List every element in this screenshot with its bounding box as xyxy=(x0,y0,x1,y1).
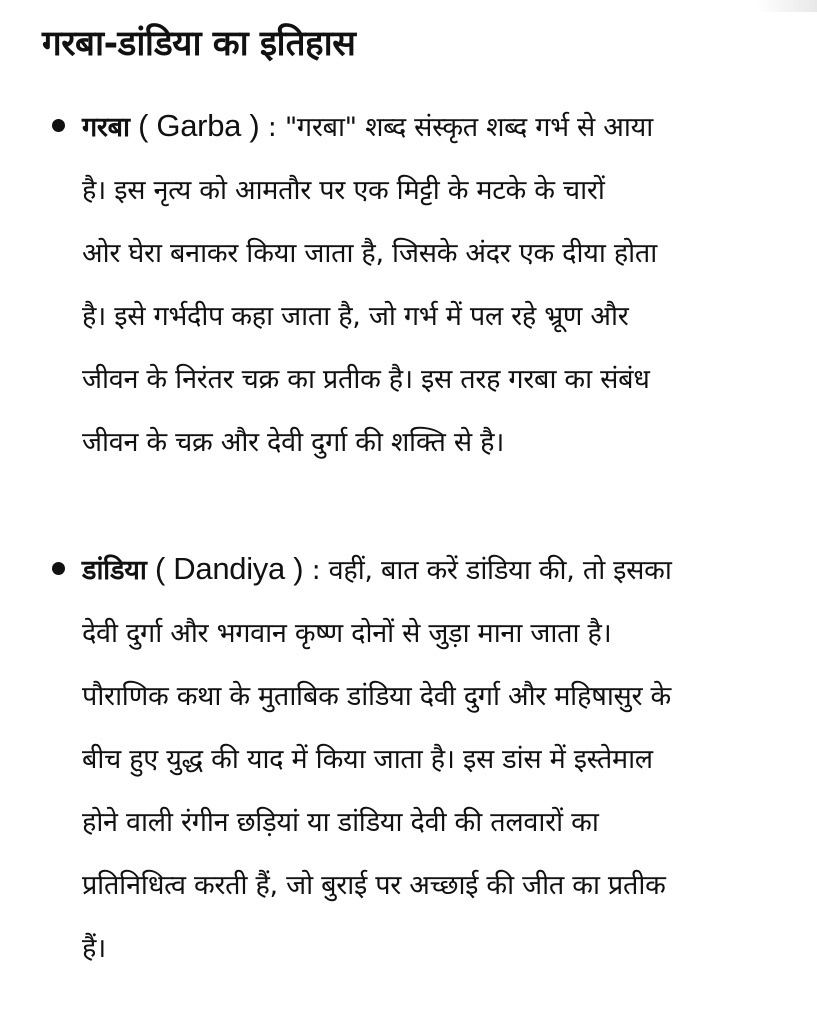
item-line: जीवन के चक्र और देवी दुर्गा की शक्ति से है। xyxy=(82,427,505,458)
item-line: होने वाली रंगीन छड़ियां या डांडिया देवी की तलवारों का xyxy=(82,807,599,838)
item-line: हैं। xyxy=(82,933,106,964)
item-text: : "गरबा" शब्द संस्कृत शब्द गर्भ से आया xyxy=(267,112,653,143)
item-term-latin: ( Garba ) xyxy=(129,108,268,143)
bullet-icon xyxy=(52,562,65,575)
item-line: प्रतिनिधित्व करती हैं, जो बुराई पर अच्छाई की जीत का प्रतीक xyxy=(82,870,666,901)
section-heading: गरबा-डांडिया का इतिहास xyxy=(42,24,356,64)
list-item-garba xyxy=(0,94,817,474)
item-line: देवी दुर्गा और भगवान कृष्ण दोनों से जुड़ा माना जाता है। xyxy=(82,618,612,649)
list-item-dandiya xyxy=(0,537,817,980)
item-line: जीवन के निरंतर चक्र का प्रतीक है। इस तरह गरबा का संबंध xyxy=(82,364,650,395)
bullet-icon xyxy=(52,119,65,132)
item-text: : वहीं, बात करें डांडिया की, तो इसका xyxy=(311,555,672,586)
item-line xyxy=(82,537,787,602)
item-line: है। इसे गर्भदीप कहा जाता है, जो गर्भ में पल रहे भ्रूण और xyxy=(82,301,629,332)
item-line xyxy=(82,94,787,159)
item-line: बीच हुए युद्ध की याद में किया जाता है। इस डांस में इस्तेमाल xyxy=(82,744,653,775)
item-term: डांडिया xyxy=(82,555,147,586)
top-edge-shadow xyxy=(757,0,817,12)
history-list xyxy=(0,94,817,980)
item-term-latin: ( Dandiya ) xyxy=(146,551,312,586)
item-line: है। इस नृत्य को आमतौर पर एक मिट्टी के मटके के चारों xyxy=(82,175,605,206)
item-term: गरबा xyxy=(82,112,130,143)
item-line: ओर घेरा बनाकर किया जाता है, जिसके अंदर एक दीया होता xyxy=(82,238,657,269)
item-line: पौराणिक कथा के मुताबिक डांडिया देवी दुर्गा और महिषासुर के xyxy=(82,681,671,712)
